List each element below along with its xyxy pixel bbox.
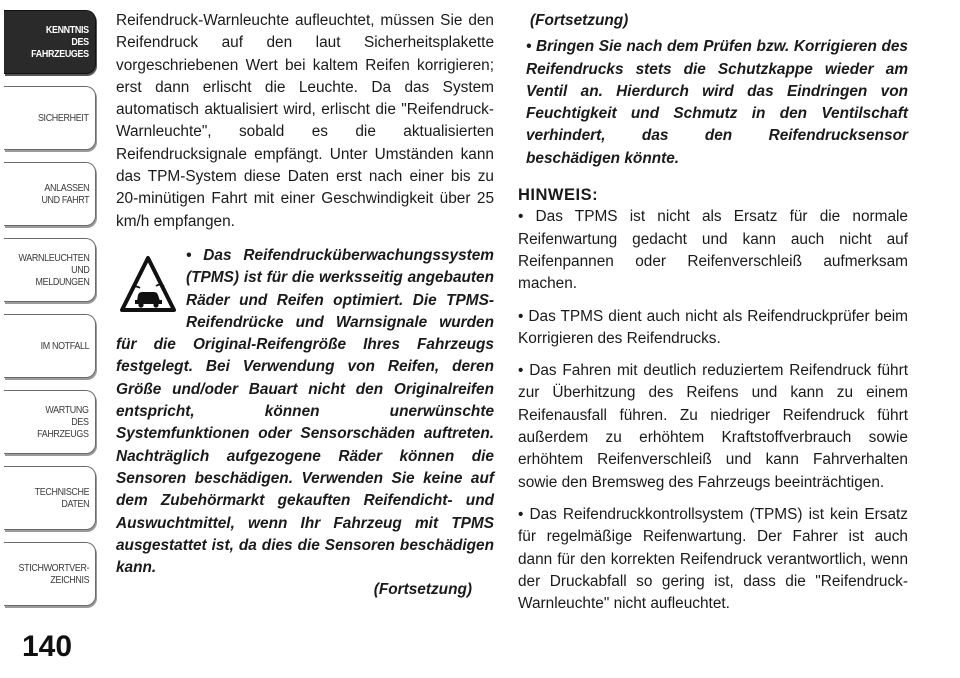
continued-label: (Fortsetzung)	[373, 581, 472, 599]
note-item: • Das TPMS ist nicht als Ersatz für die normale Reifenwartung gedacht und kann auch nicht auf Reifenpannen oder Reifenverschleiß aufmerksam machen.	[518, 208, 908, 293]
chapter-sidebar	[0, 0, 104, 678]
continued-top-label: (Fortsetzung)	[530, 12, 629, 29]
tab-sicherheit[interactable]	[4, 86, 96, 150]
note-item: • Das Fahren mit deutlich reduziertem Reifendruck führt zur Überhitzung des Reifens und kann zu einem Reifenausfall führen. Zu niedriger Reifendruck führt außerdem zu erhöhtem Kraftstoffverbrauch sowie erhöhtem Reifenverschleiß und kann Fahrverhalten sowie den Bremsweg des Fahrzeugs beeinträchtigen.	[518, 362, 908, 491]
page-number: 140	[22, 630, 73, 663]
tab-im-notfall[interactable]	[4, 314, 96, 378]
tab-label: WARNLEUCHTEN UND MELDUNGEN	[18, 252, 89, 288]
tab-label: STICHWORTVER- ZEICHNIS	[18, 562, 89, 586]
warning-block	[116, 245, 494, 579]
tab-stichwortverzeichnis[interactable]	[4, 542, 96, 606]
tab-label: WARTUNG DES FAHRZEUGS	[37, 404, 89, 440]
intro-paragraph: Reifendruck-Warnleuchte aufleuchtet, müssen Sie den Reifendruck auf den laut Sicherheitsplakette vorgeschriebenen Wert bei kaltem Reifen korrigieren; erst dann erlischt die Leuchte. Da das System automatisch aktualisiert wird, erlischt die "Reifendruck-Warnleuchte", sobald es die aktualisierten Reifendrucksignale empfängt. Unter Umständen kann das TPM-System diese Daten erst nach einer bis zu 20-minütigen Fahrt mit einer Geschwindigkeit über 25 km/h empfangen.	[116, 12, 494, 230]
tab-warnleuchten-und-meldungen[interactable]	[4, 238, 96, 302]
note-item: • Das Reifendruckkontrollsystem (TPMS) ist kein Ersatz für regelmäßige Reifenwartung. Der Fahrer ist auch dann für den korrekten Reifendruck verantwortlich, wenn der Druckabfall so gering ist, dass die "Reifendruck-Warnleuchte" nicht aufleuchtet.	[518, 505, 908, 613]
tab-label: IM NOTFALL	[40, 340, 89, 352]
tab-label: KENNTNIS DES FAHRZEUGES	[31, 24, 89, 60]
warning-triangle-car-icon	[120, 255, 176, 313]
note-item: • Das TPMS dient auch nicht als Reifendruckprüfer beim Korrigieren des Reifendrucks.	[518, 307, 908, 347]
tab-wartung-des-fahrzeugs[interactable]	[4, 390, 96, 454]
valve-cap-warning: • Bringen Sie nach dem Prüfen bzw. Korrigieren des Reifendrucks stets die Schutzkappe wieder am Ventil an. Hierdurch wird das Eindringen von Feuchtigkeit und Schmutz in den Ventilschaft verhindert, das den Reifendrucksensor beschädigen könnte.	[526, 38, 908, 167]
tab-anlassen-und-fahrt[interactable]	[4, 162, 96, 226]
tpms-warning-text: • Das Reifendrucküberwachungssystem (TPMS) ist für die werksseitig angebauten Räder und Reifen optimiert. Die TPMS-Reifendrücke und Warnsignale wurden für die Original-Reifengröße Ihres Fahrzeugs festgelegt. Bei Verwendung von Reifen, deren Größe und/oder Bauart nicht den Originalreifen entspricht, können unerwünschte Systemfunktionen oder Sensorschäden auftreten. Nachträglich aufgezogene Räder können die Sensoren beschädigen. Verwenden Sie keine auf dem Zubehörmarkt gekauften Reifendicht- und Auswuchtmittel, wenn Ihr Fahrzeug mit TPMS ausgestattet ist, da dies die Sensoren beschädigen kann.	[116, 246, 494, 577]
right-column	[518, 10, 908, 625]
left-column	[116, 10, 494, 602]
tab-technische-daten[interactable]	[4, 466, 96, 530]
tab-label: TECHNISCHE DATEN	[34, 486, 89, 510]
tab-kenntnis-des-fahrzeuges[interactable]	[4, 10, 96, 74]
tab-label: ANLASSEN UND FAHRT	[41, 182, 89, 206]
tab-label: SICHERHEIT	[38, 112, 89, 124]
note-heading: HINWEIS:	[518, 186, 599, 205]
